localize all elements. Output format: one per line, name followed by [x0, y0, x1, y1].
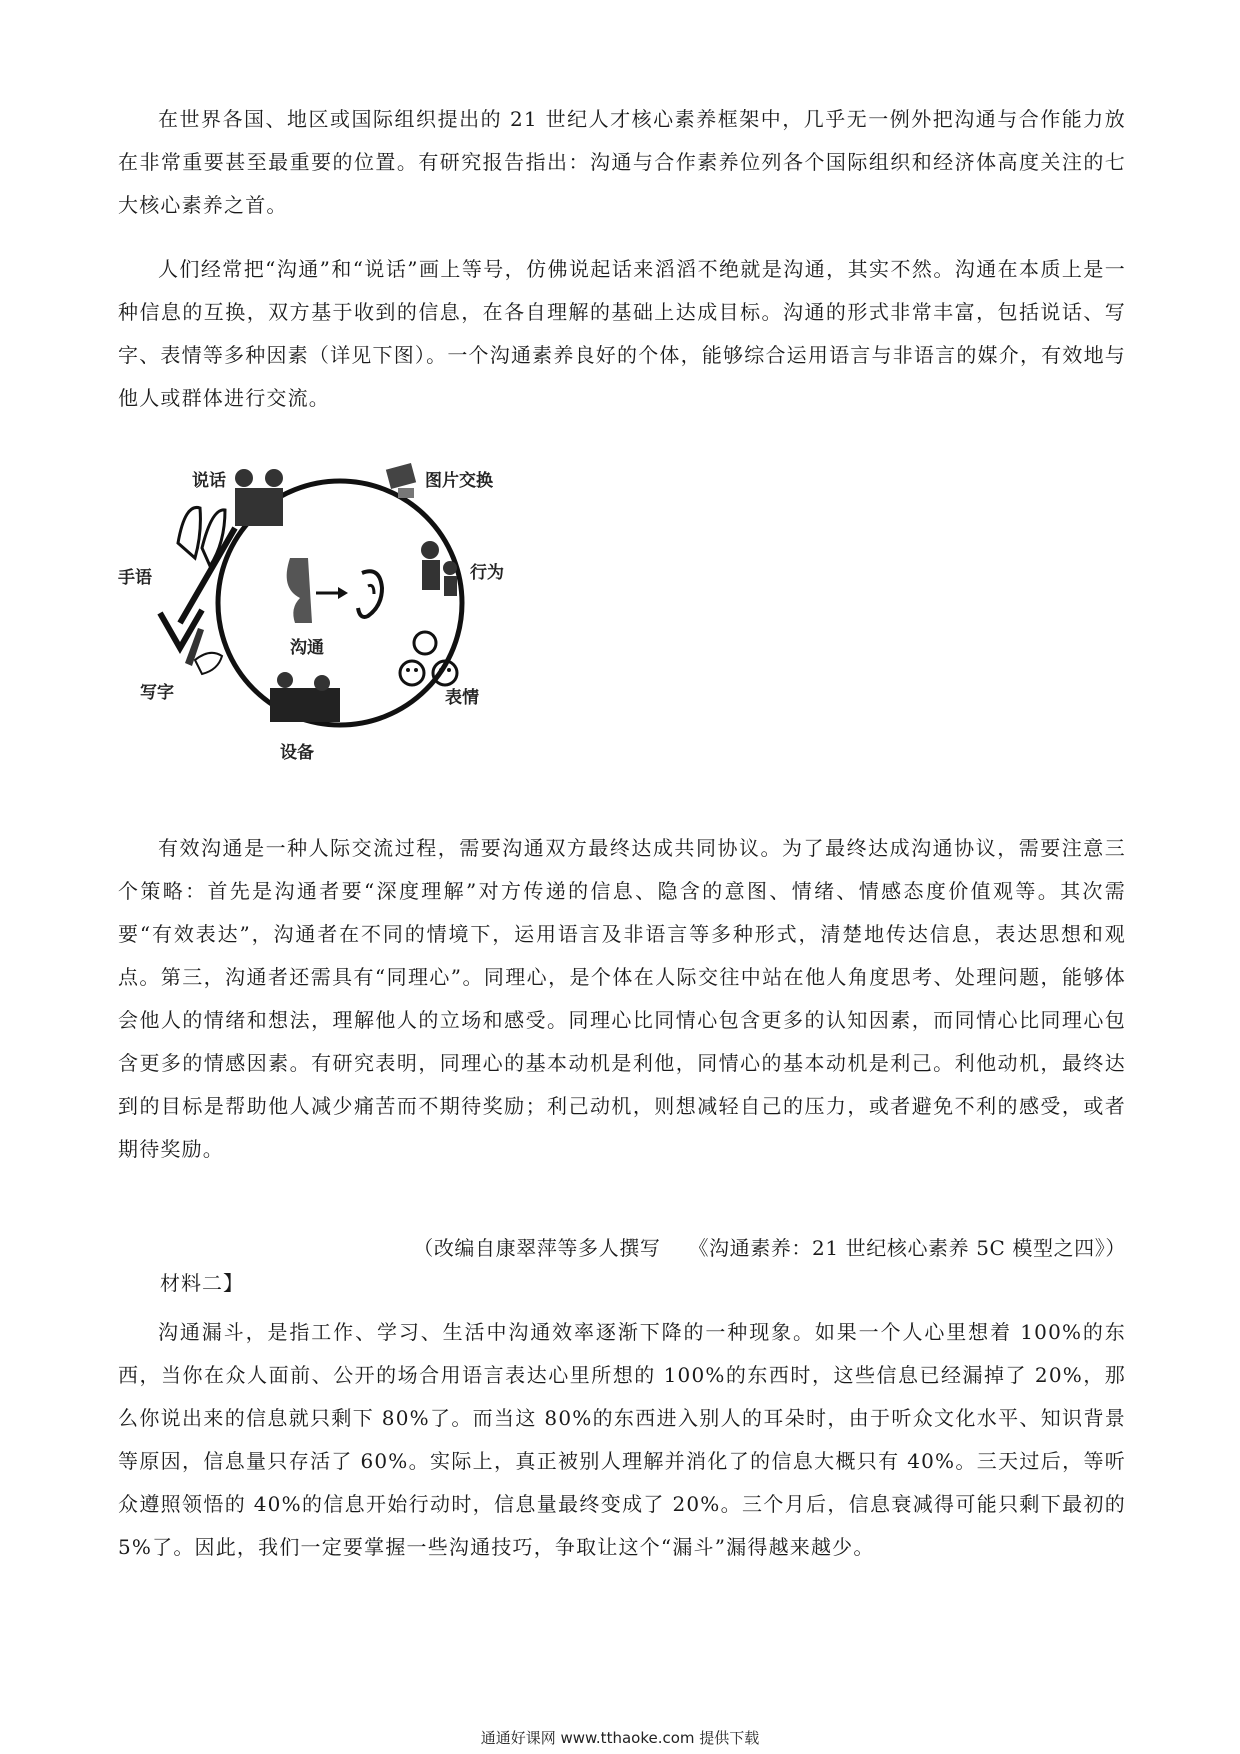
- source-part-2: 《沟通素养：21 世纪核心素养 5C 模型之四》）: [688, 1236, 1126, 1260]
- paragraph-2: 人们经常把“沟通”和“说话”画上等号，仿佛说起话来滔滔不绝就是沟通，其实不然。沟通在本质上是一种信息的互换，双方基于收到的信息，在各自理解的基础上达成目标。沟通的形式非常丰富，包括说话、写字、表情等多种因素（详见下图）。一个沟通素养良好的个体，能够综合运用语言与非语言的媒介，有效地与他人或群体进行交流。: [118, 257, 1126, 410]
- paragraph-3: 有效沟通是一种人际交流过程，需要沟通双方最终达成共同协议。为了最终达成沟通协议，需要注意三个策略：首先是沟通者要“深度理解”对方传递的信息、隐含的意图、情绪、情感态度价值观等。其次需要“有效表达”，沟通者在不同的情境下，运用语言及非语言等多种形式，清楚地传达信息，表达思想和观点。第三，沟通者还需具有“同理心”。同理心，是个体在人际交往中站在他人角度思考、处理问题，能够体会他人的情绪和想法，理解他人的立场和感受。同理心比同情心包含更多的认知因素，而同情心比同理心包含更多的情感因素。有研究表明，同理心的基本动机是利他，同情心的基本动机是利己。利他动机，最终达到的目标是帮助他人减少痛苦而不期待奖励；利己动机，则想减轻自己的压力，或者避免不利的感受，或者期待奖励。: [118, 836, 1126, 1161]
- paragraph-1: 在世界各国、地区或国际组织提出的 21 世纪人才核心素养框架中，几乎无一例外把沟通与合作能力放在非常重要甚至最重要的位置。有研究报告指出：沟通与合作素养位列各个国际组织和经济体高度关注的七大核心素养之首。: [118, 107, 1126, 217]
- communication-figure: [118, 448, 540, 808]
- source-part-1: （改编自康翠萍等多人撰写: [413, 1236, 661, 1260]
- face-icon: [287, 558, 312, 623]
- device-users-icon: [270, 672, 340, 722]
- paragraph-4: 沟通漏斗，是指工作、学习、生活中沟通效率逐渐下降的一种现象。如果一个人心里想着 100%的东西，当你在众人面前、公开的场合用语言表达心里所想的 100%的东西时，这些信息已经漏掉了 20%，那么你说出来的信息就只剩下 80%了。而当这 80%的东西进入别人的耳朵时，由于听众文化水平、知识背景等原因，信息量只存活了 60%。实际上，真正被别人理解并消化了的信息大概只有 40%。三天过后，等听众遵照领悟的 40%的信息开始行动时，信息量最终变成了 20%。三个月后，信息衰减得可能只剩下最初的 5%了。因此，我们一定要掌握一些沟通技巧，争取让这个“漏斗”漏得越来越少。: [118, 1320, 1126, 1559]
- cycle-arrow-line: [180, 528, 235, 623]
- speaking-people-icon: [235, 469, 283, 526]
- label-device: 设备: [280, 743, 314, 763]
- label-speak: 说话: [192, 471, 226, 491]
- label-expression: 表情: [445, 688, 479, 708]
- ear-icon: [358, 571, 382, 617]
- label-sign-language: 手语: [118, 568, 152, 588]
- page-footer: 通通好课网 www.tthaoke.com 提供下载: [480, 1729, 760, 1747]
- communication-cycle-diagram: [118, 448, 540, 808]
- label-picture-exchange: 图片交换: [425, 471, 493, 491]
- label-writing: 写字: [140, 683, 174, 703]
- label-behavior: 行为: [470, 563, 504, 583]
- material-two-label: 材料二】: [160, 1271, 244, 1295]
- center-label: 沟通: [290, 638, 324, 658]
- source-citation: [118, 1233, 1126, 1263]
